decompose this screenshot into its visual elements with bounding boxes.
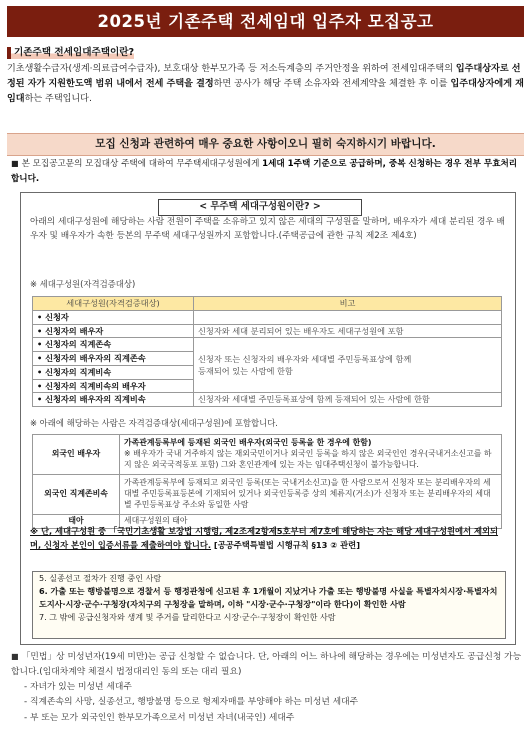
- row-line: 가족관계등록부에 등재되고 외국인 등록(또는 국내거소신고)을 한 사람으로서 신청자 또는 분리배우자의 세대별 주민등록표등본에 기재되어 있거나 외국인등록증 상의 체류지(거소)가 신청자 또는 분리배우자의 세대별 주민등록표상 주소와 동일한 사람: [124, 478, 491, 509]
- member-cell: • 신청자: [33, 311, 194, 325]
- square-bullet-icon: ■: [11, 652, 19, 661]
- member-section-label: ※ 세대구성원(자격검증대상): [30, 279, 136, 289]
- row-line: 세대구성원의 태아: [124, 516, 188, 526]
- row-label: 외국인 배우자: [33, 435, 120, 475]
- row-line: ※ 배우자가 국내 거주하지 않는 재외국민이거나 외국인 등록을 하지 않은 외국인인 경우(국내거소신고를 하지 않은 외국국적동포 포함) 그와 혼인관계에 있는 자는 임대주택신청이 불가능합니다.: [124, 449, 492, 469]
- member-cell: • 신청자의 직계존속: [33, 338, 194, 352]
- intro-text-1: 기초생활수급자(생계·의료급여수급자), 보호대상 한부모가족 등 저소득계층의 주거안정을 위하여 전세임대주택의: [7, 64, 456, 75]
- row-content: [120, 475, 502, 515]
- row-label: 태아: [33, 515, 120, 529]
- table-row: [33, 324, 502, 338]
- table-row: [33, 311, 502, 325]
- rule-text-b: 1세대 1주택 기준으로 공급하며, 중복 신청하는 경우 전부 무효처리 합니다.: [11, 159, 518, 184]
- intro-text-2: 입주대상자로 선정된 자가 지원한도액 범위 내에서 전세 주택을 결정: [7, 64, 521, 90]
- intro-body: [7, 62, 525, 106]
- note-cell: [194, 311, 502, 325]
- rule-text-a: 본 모집공고문의 모집대상 주택에 대하여 무주택세대구성원에게: [21, 159, 263, 169]
- exclusion-warning: [30, 525, 508, 553]
- duplicate-application-rule: [11, 157, 521, 187]
- minor-eligibility-section: [11, 650, 526, 726]
- row-line: 가족관계등록부에 등재된 외국인 배우자(외국인 등록을 한 경우에 한함): [124, 438, 372, 448]
- criteria-line: 7. 그 밖에 공급신청자와 생계 및 주거를 달리한다고 시장·군수·구청장이 확인한 사람: [39, 611, 336, 622]
- note-column-header: 비고: [194, 297, 502, 311]
- list-item: - 직계존속의 사망, 실종선고, 행방불명 등으로 형제자매를 부양해야 하는 미성년 세대주: [24, 697, 359, 708]
- note-line: 등재되어 있는 사람에 한함: [198, 366, 293, 377]
- intro-text-4: 입주대상자에게 재임대: [7, 79, 524, 104]
- table-row: [33, 435, 502, 475]
- table-row: [33, 475, 502, 515]
- criteria-line: 6. 가출 또는 행방불명으로 경찰서 등 행정관청에 신고된 후 1개월이 지났거나 가출 또는 행방불명 사실을 특별자치시장·특별자치도지사·시장·군수·구청장(자치구의 구청장을 말하며, 이하 "시장·군수·구청장"이라 한다)이 확인한 사람: [39, 585, 498, 609]
- list-item: - 자녀가 있는 미성년 세대주: [24, 682, 132, 693]
- table-row: [33, 338, 502, 352]
- page-title: 2025년 기존주택 전세임대 입주자 모집공고: [7, 6, 524, 37]
- intro-text-3: 하면 공사가 해당 주택 소유자와 전세계약을 체결한 후 이를: [213, 79, 451, 90]
- note-line: 신청자 또는 신청자의 배우자와 세대별 주민등록표상에 함께: [198, 353, 412, 364]
- member-column-header: 세대구성원(자격검증대상): [33, 297, 194, 311]
- warning-reference: [공공주택특별법 시행규칙 §13 ② 관련]: [211, 539, 360, 550]
- minor-rule-text: 「민법」상 미성년자(19세 미만)는 공급 신청할 수 없습니다. 단, 아래의 어느 하나에 해당하는 경우에는 미성년자도 공급신청 가능합니다.(임대차계약 체결시 법정대리인 동의 또는 대리 필요): [11, 652, 522, 678]
- member-table: [32, 296, 502, 407]
- row-label: 외국인 직계존비속: [33, 475, 120, 515]
- intro-heading: 기존주택 전세임대주택이란?: [7, 47, 134, 59]
- row-content: [120, 435, 502, 475]
- included-section-label: ※ 아래에 해당하는 사람은 자격검증대상(세대구성원)에 포함합니다.: [30, 418, 278, 428]
- intro-text-5: 하는 주택입니다.: [24, 93, 92, 104]
- criteria-line: 5. 실종선고 절차가 진행 중인 사람: [39, 573, 162, 583]
- important-notice: 모집 신청과 관련하여 매우 중요한 사항이오니 필히 숙지하시기 바랍니다.: [7, 133, 524, 156]
- box-title: < 무주택 세대구성원이란? >: [158, 199, 362, 216]
- box-description: 아래의 세대구성원에 해당하는 사람 전원이 주택을 소유하고 있지 않은 세대의 구성원을 말하며, 배우자가 세대 분리된 경우 배우자 및 배우자가 속한 등본의 무주택 세대구성원까지 포함합니다.(주택공급에 관한 규칙 제2조 제4호): [30, 217, 505, 242]
- member-table-header: [33, 297, 502, 311]
- member-cell: • 신청자의 직계비속의 배우자: [33, 379, 194, 393]
- member-cell: • 신청자의 배우자의 직계존속: [33, 352, 194, 366]
- included-members-table: [32, 434, 502, 529]
- member-cell: • 신청자의 배우자의 직계비속: [33, 393, 194, 407]
- member-cell: • 신청자의 직계비속: [33, 365, 194, 379]
- exclusion-criteria-box: [32, 571, 506, 639]
- note-cell: 신청자와 세대 분리되어 있는 배우자도 세대구성원에 포함: [194, 324, 502, 338]
- list-item: - 부 또는 모가 외국인인 한부모가족으로서 미성년 자녀(내국인) 세대주: [24, 712, 295, 723]
- note-cell-merged: [194, 338, 502, 393]
- table-row: [33, 393, 502, 407]
- square-bullet-icon: ■: [11, 159, 19, 168]
- minor-rule: [11, 650, 526, 680]
- member-cell: • 신청자의 배우자: [33, 324, 194, 338]
- warning-main: ※ 단, 세대구성원 중 「국민기초생활 보장법 시행령, 제2조제2항제5호부터 제7호에 해당하는 자는 해당 세대구성원에서 제외되며, 신청자 본인이 입증서류를 제출하여야 합니다.: [30, 526, 499, 550]
- intro-section: [7, 46, 525, 107]
- note-cell: 신청자와 세대별 주민등록표상에 함께 등재되어 있는 사람에 한함: [194, 393, 502, 407]
